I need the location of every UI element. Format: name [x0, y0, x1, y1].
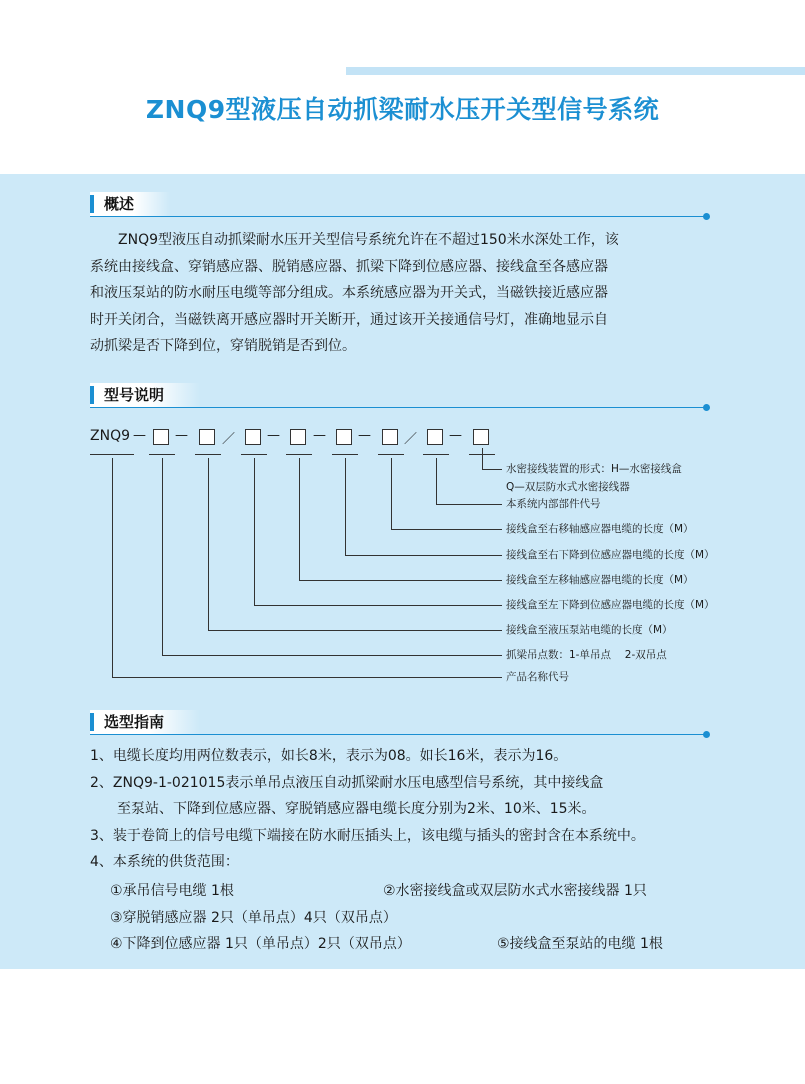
leader-line	[391, 458, 392, 530]
label-connector-type-q: Q—双层防水式水密接线器	[506, 481, 630, 493]
leader-line	[254, 605, 502, 606]
leader-line	[299, 580, 502, 581]
leader-line	[112, 677, 502, 678]
model-heading: 型号说明	[104, 386, 165, 404]
supply-item: ②水密接线盒或双层防水式水密接线器 1只	[383, 883, 647, 899]
guide-item: 3、装于卷筒上的信号电缆下端接在防水耐压插头上，该电缆与插头的密封含在本系统中。	[90, 827, 645, 844]
code-dash: —	[313, 428, 326, 443]
section-rule-dot	[703, 731, 710, 738]
overview-line: 时开关闭合，当磁铁离开感应器时开关断开，通过该开关接通信号灯，准确地显示自	[90, 311, 608, 328]
leader-line	[112, 458, 113, 678]
section-marker	[90, 195, 94, 213]
leader-line	[208, 630, 502, 631]
code-underline	[286, 454, 312, 455]
label-left-lower-cable: 接线盒至左下降到位感应器电缆的长度（M）	[506, 599, 715, 611]
supply-item: ④下降到位感应器 1只（单吊点）2只（双吊点）	[110, 936, 411, 952]
overview-line: 和液压泵站的防水耐压电缆等部分组成。本系统感应器为开关式，当磁铁接近感应器	[90, 285, 608, 301]
leader-line	[345, 458, 346, 556]
code-dash: —	[358, 428, 371, 443]
section-marker	[90, 713, 94, 731]
code-box-left-shift-cable	[290, 429, 306, 445]
leader-line	[162, 655, 502, 656]
code-box-connector-type	[473, 429, 489, 445]
leader-line	[482, 448, 483, 470]
leader-line	[436, 458, 437, 505]
section-rule-dot	[703, 404, 710, 411]
label-right-shift-cable: 接线盒至右移轴感应器电缆的长度（M）	[506, 523, 694, 535]
leader-line	[391, 529, 502, 530]
supply-item: ③穿脱销感应器 2只（单吊点）4只（双吊点）	[110, 910, 397, 926]
section-rule-dot	[703, 213, 710, 220]
model-prefix: ZNQ9	[90, 428, 130, 444]
section-marker	[90, 386, 94, 404]
guide-item: 1、电缆长度均用两位数表示，如长8米，表示为08。如长16米，表示为16。	[90, 748, 568, 764]
code-underline	[332, 454, 358, 455]
code-box-left-lower-cable	[245, 429, 261, 445]
code-underline	[90, 454, 134, 455]
label-right-lower-cable: 接线盒至右下降到位感应器电缆的长度（M）	[506, 549, 715, 561]
code-dash: —	[267, 428, 280, 443]
code-underline	[241, 454, 267, 455]
overview-header	[90, 192, 710, 220]
model-header	[90, 383, 710, 411]
code-underline	[378, 454, 404, 455]
leader-line	[208, 458, 209, 631]
code-dash: —	[449, 428, 462, 443]
supply-item: ⑤接线盒至泵站的电缆 1根	[497, 936, 663, 952]
overview-tab	[90, 192, 170, 216]
leader-line	[345, 555, 502, 556]
leader-line	[254, 458, 255, 606]
code-underline	[423, 454, 449, 455]
overview-heading: 概述	[104, 195, 135, 213]
section-rule	[90, 216, 706, 217]
guide-header	[90, 710, 710, 738]
overview-line: 动抓梁是否下降到位，穿销脱销是否到位。	[90, 338, 356, 354]
overview-line: 系统由接线盒、穿销感应器、脱销感应器、抓梁下降到位感应器、接线盒至各感应器	[90, 258, 608, 275]
code-dash: —	[133, 428, 146, 443]
label-pump-cable: 接线盒至液压泵站电缆的长度（M）	[506, 624, 673, 636]
section-rule	[90, 734, 706, 735]
model-tab	[90, 383, 200, 407]
guide-list	[90, 743, 730, 876]
leader-line	[162, 458, 163, 656]
code-underline	[149, 454, 175, 455]
overview-text	[90, 227, 720, 360]
code-underline	[195, 454, 221, 455]
code-box-internal-part	[427, 429, 443, 445]
overview-line: ZNQ9型液压自动抓梁耐水压开关型信号系统允许在不超过150米水深处工作，该	[118, 232, 619, 248]
leader-line	[299, 458, 300, 581]
code-box-right-lower-cable	[336, 429, 352, 445]
code-slash: ／	[222, 432, 236, 447]
code-box-right-shift-cable	[382, 429, 398, 445]
code-slash: ／	[404, 432, 418, 447]
code-box-pump-cable	[199, 429, 215, 445]
leader-line	[482, 469, 502, 470]
label-hoist-points: 抓梁吊点数：1-单吊点 2-双吊点	[506, 649, 667, 661]
code-box-hoist-points	[153, 429, 169, 445]
section-rule	[90, 407, 706, 408]
supply-item: ①承吊信号电缆 1根	[110, 883, 234, 899]
label-connector-type: 水密接线装置的形式：H—水密接线盒	[506, 463, 682, 475]
label-left-shift-cable: 接线盒至左移轴感应器电缆的长度（M）	[506, 574, 694, 586]
guide-heading: 选型指南	[104, 713, 165, 731]
guide-item: 4、本系统的供货范围：	[90, 854, 239, 870]
code-dash: —	[175, 428, 188, 443]
guide-item: 2、ZNQ9-1-021015表示单吊点液压自动抓梁耐水压电感型信号系统，其中接线盒	[90, 774, 604, 791]
document-title: ZNQ9型液压自动抓梁耐水压开关型信号系统	[145, 95, 660, 124]
leader-line	[436, 504, 502, 505]
guide-item-continued: 至泵站、下降到位感应器、穿脱销感应器电缆长度分别为2米、10米、15米。	[117, 801, 596, 817]
label-internal-part: 本系统内部部件代号	[506, 498, 601, 510]
label-product-code: 产品名称代号	[506, 671, 569, 683]
top-decorative-rule	[346, 67, 805, 75]
guide-tab	[90, 710, 200, 734]
